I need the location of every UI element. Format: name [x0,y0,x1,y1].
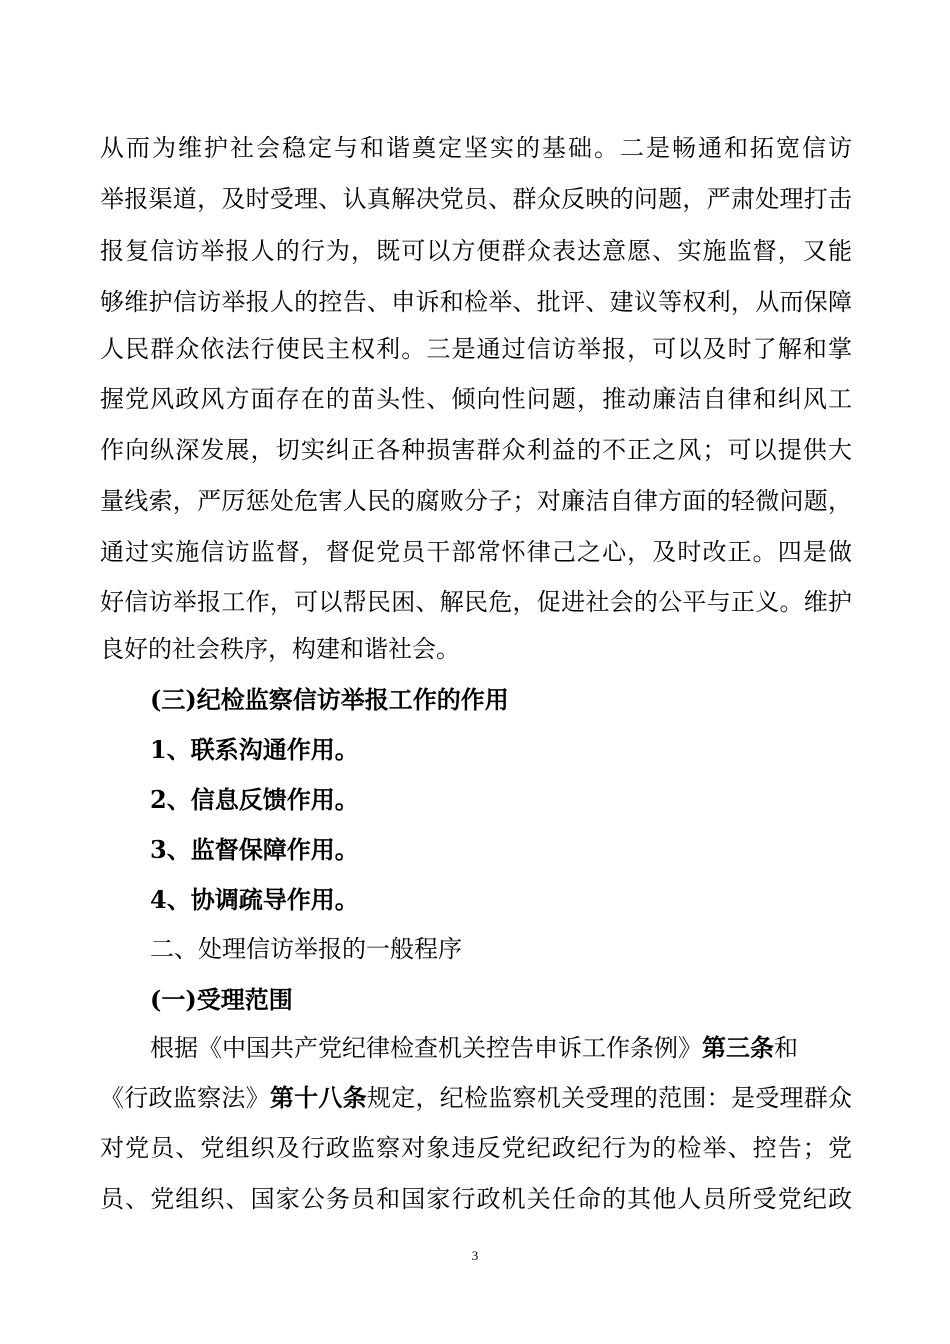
section-title: 二、处理信访举报的一般程序 [150,935,462,963]
paragraph-line: 人民群众依法行使民主权利。三是通过信访举报，可以及时了解和掌 [100,335,852,363]
paragraph-line: 良好的社会秩序，构建和谐社会。 [100,635,460,663]
text-span: 根据《中国共产党纪律检查机关控告申诉工作条例》 [150,1034,702,1062]
paragraph-line: 够维护信访举报人的控告、申诉和检举、批评、建议等权利，从而保障 [100,288,852,316]
paragraph-line: 从而为维护社会稳定与和谐奠定坚实的基础。二是畅通和拓宽信访 [100,134,852,162]
section-heading: (三)纪检监察信访举报工作的作用 [150,685,509,714]
paragraph-line: 对党员、党组织及行政监察对象违反党纪政纪行为的检举、控告；党 [100,1134,852,1162]
list-item: 1、联系沟通作用。 [150,735,359,764]
bold-article-ref: 第三条 [702,1033,774,1062]
paragraph-line: 握党风政风方面存在的苗头性、倾向性问题，推动廉洁自律和纠风工 [100,385,852,413]
paragraph-line: 量线索，严厉惩处危害人民的腐败分子；对廉洁自律方面的轻微问题， [100,487,852,515]
list-item: 3、监督保障作用。 [150,835,359,864]
text-span: 和 [774,1034,798,1062]
paragraph-line [100,1082,852,1114]
paragraph-line: 举报渠道，及时受理、认真解决党员、群众反映的问题，严肃处理打击 [100,185,852,213]
paragraph-line: 好信访举报工作，可以帮民困、解民危，促进社会的公平与正义。维护 [100,588,852,616]
paragraph-line: 报复信访举报人的行为，既可以方便群众表达意愿、实施监督，又能 [100,237,852,265]
paragraph-line: 员、党组织、国家公务员和国家行政机关任命的其他人员所受党纪政 [100,1185,852,1213]
text-span: 《行政监察法》 [100,1084,270,1112]
text-span: 规定，纪检监察机关受理的范围：是受理群众 [366,1084,853,1112]
bold-article-ref: 第十八条 [269,1083,367,1112]
page-number: 3 [471,1248,479,1263]
list-item: 4、协调疏导作用。 [150,885,359,914]
paragraph-line: 通过实施信访监督，督促党员干部常怀律己之心，及时改正。四是做 [100,538,852,566]
paragraph-line: 作向纵深发展，切实纠正各种损害群众利益的不正之风；可以提供大 [100,436,852,464]
subsection-heading: (一)受理范围 [150,985,293,1014]
list-item: 2、信息反馈作用。 [150,785,359,814]
paragraph-line [150,1032,850,1064]
